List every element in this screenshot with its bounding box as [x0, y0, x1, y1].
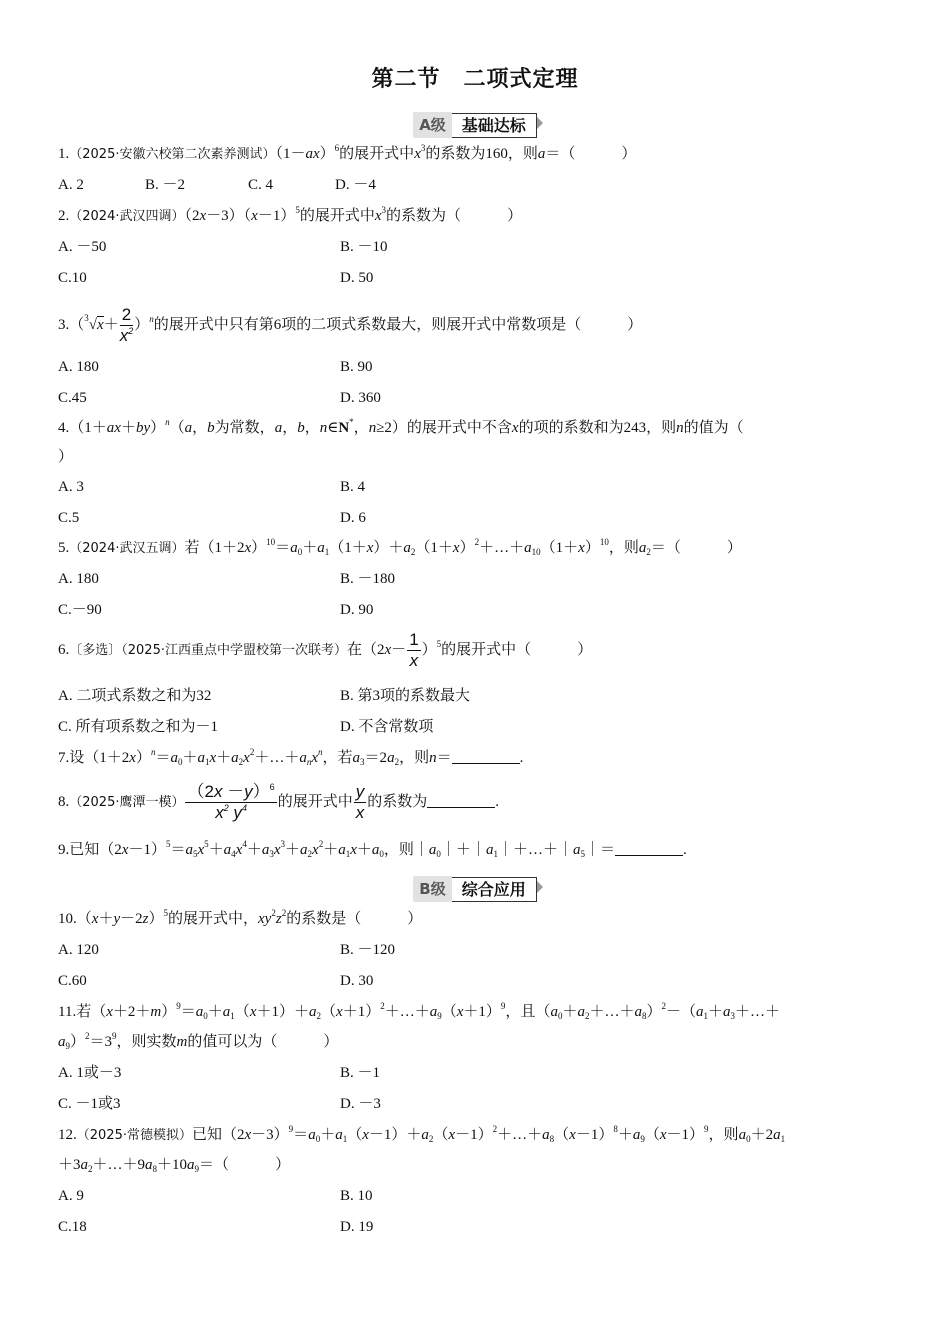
q2-source: （2024·武汉四调） [69, 209, 185, 224]
q2-option-a: A. －50 [58, 239, 107, 255]
q3-option-b: B. 90 [340, 359, 373, 375]
q10-option-a: A. 120 [58, 942, 99, 958]
q3-option-d: D. 360 [340, 390, 381, 406]
q6-option-b: B. 第3项的系数最大 [340, 688, 471, 704]
level-a-name: 基础达标 [452, 113, 537, 138]
q6-option-a: A. 二项式系数之和为32 [58, 688, 212, 704]
question-12-cont: $+3a_2+\dots+9a_8+10a_9=$（ ） [58, 1157, 291, 1174]
q1-option-d: D. －4 [335, 177, 376, 193]
question-5: 5.（2024·武汉五调）若$(1+2x)^{10}=a_0+a_1(1+x)+a_2(1+x)^2+\dots+a_{10}(1+x)^{10}$，则$a_2=$（ ） [58, 537, 742, 557]
q2-option-d: D. 50 [340, 270, 374, 286]
q12-option-c: C.18 [58, 1219, 87, 1235]
q10-option-b: B. －120 [340, 942, 396, 958]
q4-option-c: C.5 [58, 510, 80, 526]
q2-option-c: C.10 [58, 270, 87, 286]
q4-option-a: A. 3 [58, 479, 84, 495]
q3-option-c: C.45 [58, 390, 87, 406]
q1-option-c: C. 4 [248, 177, 274, 193]
question-11-cont: $a_9)^2=3^9$，则实数m的值可以为（ ） [58, 1031, 339, 1051]
q5-option-a: A. 180 [58, 571, 99, 587]
question-8: 8.（2025·鹰潭一模） $\frac{(2x -y)^6}{x^2 y^4}$ 的展开式中 $\frac{y}{x}$ 的系数为 . [58, 782, 499, 823]
q6-tag: 〔多选〕 [69, 643, 122, 658]
q5-option-b: B. －180 [340, 571, 396, 587]
question-7: 7.设$(1+2x)^n=a_0+a_1x+a_2x^2+\dots+a_nx^n$，若$a_3=2a_2$，则n＝ . [58, 747, 524, 767]
q11-option-a: A. 1或－3 [58, 1065, 122, 1081]
q11-option-c: C. －1或3 [58, 1096, 121, 1112]
question-10: $10.(x+y-2z)^5$的展开式中，$xy^2z^2$的系数是（ ） [58, 908, 423, 927]
q5-option-d: D. 90 [340, 602, 374, 618]
q1-option-b: B. －2 [145, 177, 186, 193]
q1-source: （2025·安徽六校第二次素养测试） [69, 147, 276, 162]
q5-source: （2024·武汉五调） [69, 541, 185, 556]
question-9: 9.已知$(2x-1)^5=a_5x^5+a_4x^4+a_3x^3+a_2x^2+a_1x+a_0$，则$|a_0|+|a_1|+\dots+|a_5|=$ . [58, 839, 687, 859]
q8-answer-blank[interactable] [427, 793, 495, 808]
question-3: 3.（$^3$√x＋ $\frac{2}{x^2}$ ）$^n$的展开式中只有第6项的二项式系数最大，则展开式中常数项是（ ） [58, 305, 643, 346]
level-a-header [0, 112, 950, 138]
q12-source: （2025·常德模拟） [76, 1128, 192, 1143]
level-b-header [0, 876, 950, 902]
q4-option-b: B. 4 [340, 479, 366, 495]
q12-option-a: A. 9 [58, 1188, 84, 1204]
q5-option-c: C.－90 [58, 602, 102, 618]
question-2: 2.（2024·武汉四调）$(2x-3)(x-1)^5$的展开式中$x^3$的系数为（ ） [58, 205, 523, 224]
q6-option-c: C. 所有项系数之和为－1 [58, 719, 219, 735]
question-12: 12.（2025·常德模拟）已知$(2x-3)^9=a_0+a_1(x-1)+a_2(x-1)^2+\dots+a_8(x-1)^8+a_9(x-1)^9$，则$a_0+2a_1$ [58, 1124, 786, 1144]
q12-option-d: D. 19 [340, 1219, 374, 1235]
q6-source: （2025·江西重点中学盟校第一次联考） [121, 643, 347, 658]
question-4-cont: ） [58, 449, 74, 465]
q11-option-b: B. －1 [340, 1065, 381, 1081]
question-6: 6.〔多选〕（2025·江西重点中学盟校第一次联考）在（2x－ $\frac{1}{x}$ ）$^5$的展开式中（ ） [58, 630, 593, 671]
level-b-tag: B级 [413, 876, 451, 902]
q9-answer-blank[interactable] [615, 841, 683, 856]
q6-option-d: D. 不含常数项 [340, 719, 434, 735]
q10-option-c: C.60 [58, 973, 87, 989]
question-1: 1.（2025·安徽六校第二次素养测试）$(1-ax)^6$的展开式中$x^3$的系数为160，则a＝（ ） [58, 143, 637, 162]
question-4: $4.(1+ax+by)^n(a$，b为常数，a，b，n∈N*，n≥2）的展开式中不含x的项的系数和为243，则n的值为（ [58, 417, 744, 436]
page-title: 第二节 二项式定理 [371, 67, 579, 92]
q2-option-b: B. －10 [340, 239, 388, 255]
q3-option-a: A. 180 [58, 359, 99, 375]
level-a-tag: A级 [413, 112, 452, 138]
q1-option-a: A. 2 [58, 177, 84, 193]
q8-source: （2025·鹰潭一模） [69, 795, 185, 810]
q7-answer-blank[interactable] [452, 749, 520, 764]
q10-option-d: D. 30 [340, 973, 374, 989]
question-11: 11.若$(x+2+m)^9=a_0+a_1(x+1)+a_2(x+1)^2+\dots+a_9(x+1)^9$，且$(a_0+a_2+\dots+a_8)^2-(a_1+a_3+\dots+$ [58, 1001, 781, 1021]
q11-option-d: D. －3 [340, 1096, 381, 1112]
level-b-name: 综合应用 [452, 877, 537, 902]
q4-option-d: D. 6 [340, 510, 366, 526]
q12-option-b: B. 10 [340, 1188, 373, 1204]
